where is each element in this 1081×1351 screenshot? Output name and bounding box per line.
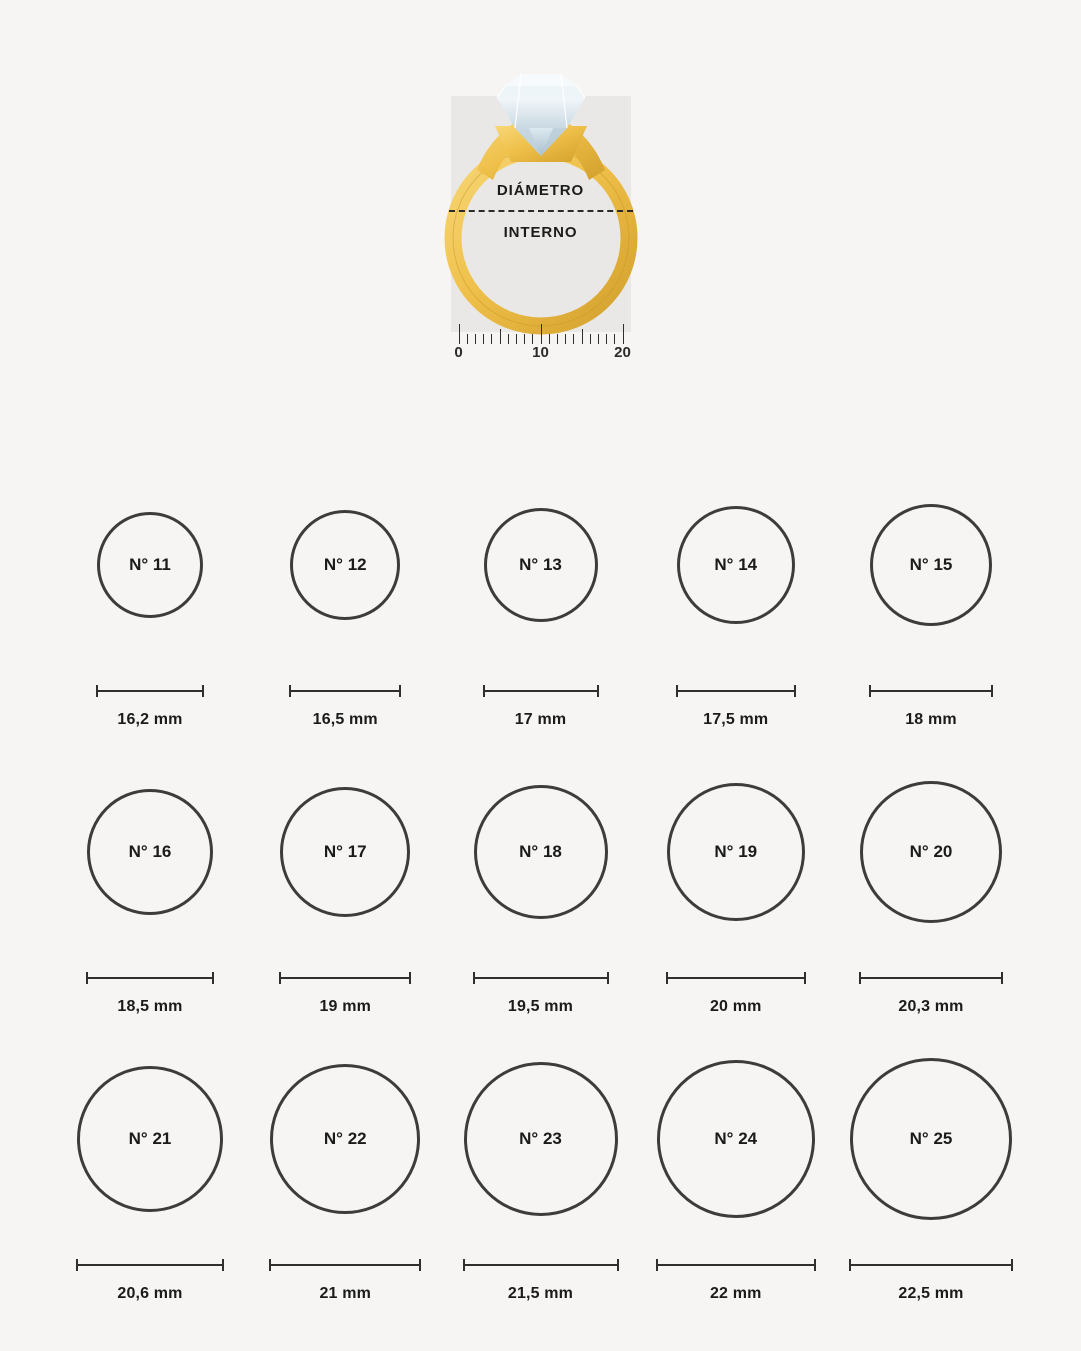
measure-line: [859, 977, 1003, 979]
ring-circle: [97, 512, 203, 618]
ring-circle-box: [255, 460, 435, 670]
diameter-value: 17 mm: [514, 711, 567, 728]
measure-line: [76, 1264, 224, 1266]
measure-line: [473, 977, 609, 979]
diameter-value: 16,2 mm: [117, 711, 183, 728]
inner-diameter-label-line1: DIÁMETRO: [496, 182, 585, 199]
diameter-measure-bar: [646, 1258, 826, 1272]
ring-size-item[interactable]: [451, 460, 631, 729]
diameter-value: 22,5 mm: [898, 1285, 964, 1302]
ring-size-item[interactable]: [60, 1034, 240, 1303]
diameter-measure-bar: [451, 684, 631, 698]
ring-circle-box: [255, 747, 435, 957]
diameter-value: 16,5 mm: [312, 711, 378, 728]
diameter-value: 19 mm: [319, 998, 371, 1015]
ring-size-label: N° 25: [909, 1129, 953, 1148]
ring-circle-box: [60, 1034, 240, 1244]
ring-circle: [667, 783, 805, 921]
ruler-tick: [573, 334, 574, 344]
ring-circle: [677, 506, 795, 624]
size-row: [60, 460, 1021, 729]
ring-size-label: N° 13: [519, 555, 562, 574]
ring-size-item[interactable]: [255, 747, 435, 1016]
diameter-measure-bar: [255, 1258, 435, 1272]
ring-circle-box: [451, 747, 631, 957]
ring-circle: [870, 504, 992, 626]
ruler-numbers: [451, 344, 631, 364]
ruler-tick: [467, 334, 468, 344]
ruler-ticks: [451, 318, 631, 344]
diameter-value: 18,5 mm: [117, 998, 183, 1015]
measure-line: [849, 1264, 1013, 1266]
ring-size-label: N° 21: [128, 1129, 172, 1148]
measure-line: [269, 1264, 421, 1266]
measure-line: [279, 977, 411, 979]
diameter-value: 20,3 mm: [898, 998, 964, 1015]
ruler-number: 20: [614, 344, 631, 361]
ring-circle-box: [646, 1034, 826, 1244]
ring-circle: [87, 789, 213, 915]
ring-circle-box: [646, 460, 826, 670]
ruler-tick: [606, 334, 607, 344]
ring-size-item[interactable]: [451, 1034, 631, 1303]
diameter-measure-bar: [451, 971, 631, 985]
size-row: [60, 1034, 1021, 1303]
ruler-tick: [557, 334, 558, 344]
ring-circle: [850, 1058, 1012, 1220]
ruler-tick: [598, 334, 599, 344]
ring-size-item[interactable]: [841, 460, 1021, 729]
size-row: [60, 747, 1021, 1016]
ruler-tick: [565, 334, 566, 344]
ring-circle-box: [841, 460, 1021, 670]
ring-circle: [464, 1062, 618, 1216]
ring-size-item[interactable]: [646, 1034, 826, 1303]
ruler-tick: [500, 329, 501, 344]
measure-line: [289, 690, 401, 692]
measure-line: [96, 690, 204, 692]
ring-circle: [484, 508, 598, 622]
measure-line: [483, 690, 599, 692]
diameter-value: 18 mm: [905, 711, 957, 728]
diameter-measure-bar: [841, 684, 1021, 698]
ring-size-item[interactable]: [60, 460, 240, 729]
ring-size-label: N° 17: [323, 842, 367, 861]
measure-line: [86, 977, 214, 979]
ring-size-item[interactable]: [841, 747, 1021, 1016]
ruler-number: 0: [454, 344, 463, 361]
ruler-tick: [623, 324, 624, 344]
ring-size-item[interactable]: [646, 747, 826, 1016]
ring-illustration: [0, 0, 1081, 430]
ring-circle: [657, 1060, 815, 1218]
ring-size-label: N° 18: [519, 842, 562, 861]
ring-size-label: N° 19: [714, 842, 758, 861]
ring-size-label: N° 20: [909, 842, 953, 861]
ring-size-grid: [0, 430, 1081, 1351]
ring-circle-box: [60, 747, 240, 957]
ring-circle: [270, 1064, 420, 1214]
ring-size-label: N° 11: [129, 555, 171, 574]
ring-circle-box: [646, 747, 826, 957]
ring-circle: [77, 1066, 223, 1212]
diameter-measure-bar: [255, 971, 435, 985]
ring-size-item[interactable]: [841, 1034, 1021, 1303]
diameter-measure-bar: [841, 971, 1021, 985]
measure-line: [463, 1264, 619, 1266]
diameter-value: 19,5 mm: [507, 998, 574, 1015]
ruler-tick: [532, 334, 533, 344]
ruler-tick: [508, 334, 509, 344]
diameter-measure-bar: [646, 684, 826, 698]
ruler-tick: [483, 334, 484, 344]
ring-circle-box: [841, 747, 1021, 957]
ruler-number: 10: [532, 344, 549, 361]
measure-line: [676, 690, 796, 692]
ruler-tick: [590, 334, 591, 344]
inner-diameter-dashed-line: [449, 210, 633, 212]
diameter-measure-bar: [451, 1258, 631, 1272]
ring-size-item[interactable]: [646, 460, 826, 729]
ring-size-label: N° 24: [714, 1129, 758, 1148]
ring-size-label: N° 16: [128, 842, 172, 861]
ruler-tick: [475, 334, 476, 344]
diameter-measure-bar: [60, 971, 240, 985]
diameter-value: 17,5 mm: [703, 711, 769, 728]
ring-size-label: N° 23: [519, 1129, 562, 1148]
ruler-tick: [491, 334, 492, 344]
diameter-value: 22 mm: [710, 1285, 762, 1302]
ring-size-label: N° 14: [714, 555, 758, 574]
ring-circle: [280, 787, 410, 917]
diameter-measure-bar: [60, 684, 240, 698]
diameter-value: 21 mm: [319, 1285, 371, 1302]
ring-size-label: N° 22: [323, 1129, 367, 1148]
ring-size-item[interactable]: [255, 1034, 435, 1303]
ruler-tick: [524, 334, 525, 344]
measure-line: [656, 1264, 816, 1266]
diameter-value: 20,6 mm: [117, 1285, 183, 1302]
ruler-tick: [459, 324, 460, 344]
measure-line: [869, 690, 993, 692]
ring-circle: [860, 781, 1002, 923]
ruler-tick: [549, 334, 550, 344]
ring-circle-box: [451, 460, 631, 670]
ring-circle-box: [60, 460, 240, 670]
ring-size-label: N° 15: [909, 555, 953, 574]
ring-circle-box: [841, 1034, 1021, 1244]
ruler-tick: [516, 334, 517, 344]
measure-line: [666, 977, 806, 979]
diameter-measure-bar: [255, 684, 435, 698]
ring-size-item[interactable]: [60, 747, 240, 1016]
ring-circle-box: [451, 1034, 631, 1244]
ring-circle: [290, 510, 400, 620]
ring-size-label: N° 12: [323, 555, 367, 574]
diameter-value: 20 mm: [710, 998, 762, 1015]
ring-circle: [474, 785, 608, 919]
ring-size-item[interactable]: [255, 460, 435, 729]
ruler-tick: [582, 329, 583, 344]
ring-size-item[interactable]: [451, 747, 631, 1016]
diameter-value: 21,5 mm: [507, 1285, 574, 1302]
ring-circle-box: [255, 1034, 435, 1244]
ruler-tick: [614, 334, 615, 344]
inner-diameter-label-line2: INTERNO: [503, 224, 578, 241]
diameter-measure-bar: [646, 971, 826, 985]
diameter-measure-bar: [841, 1258, 1021, 1272]
ruler-tick: [541, 324, 542, 344]
diameter-measure-bar: [60, 1258, 240, 1272]
